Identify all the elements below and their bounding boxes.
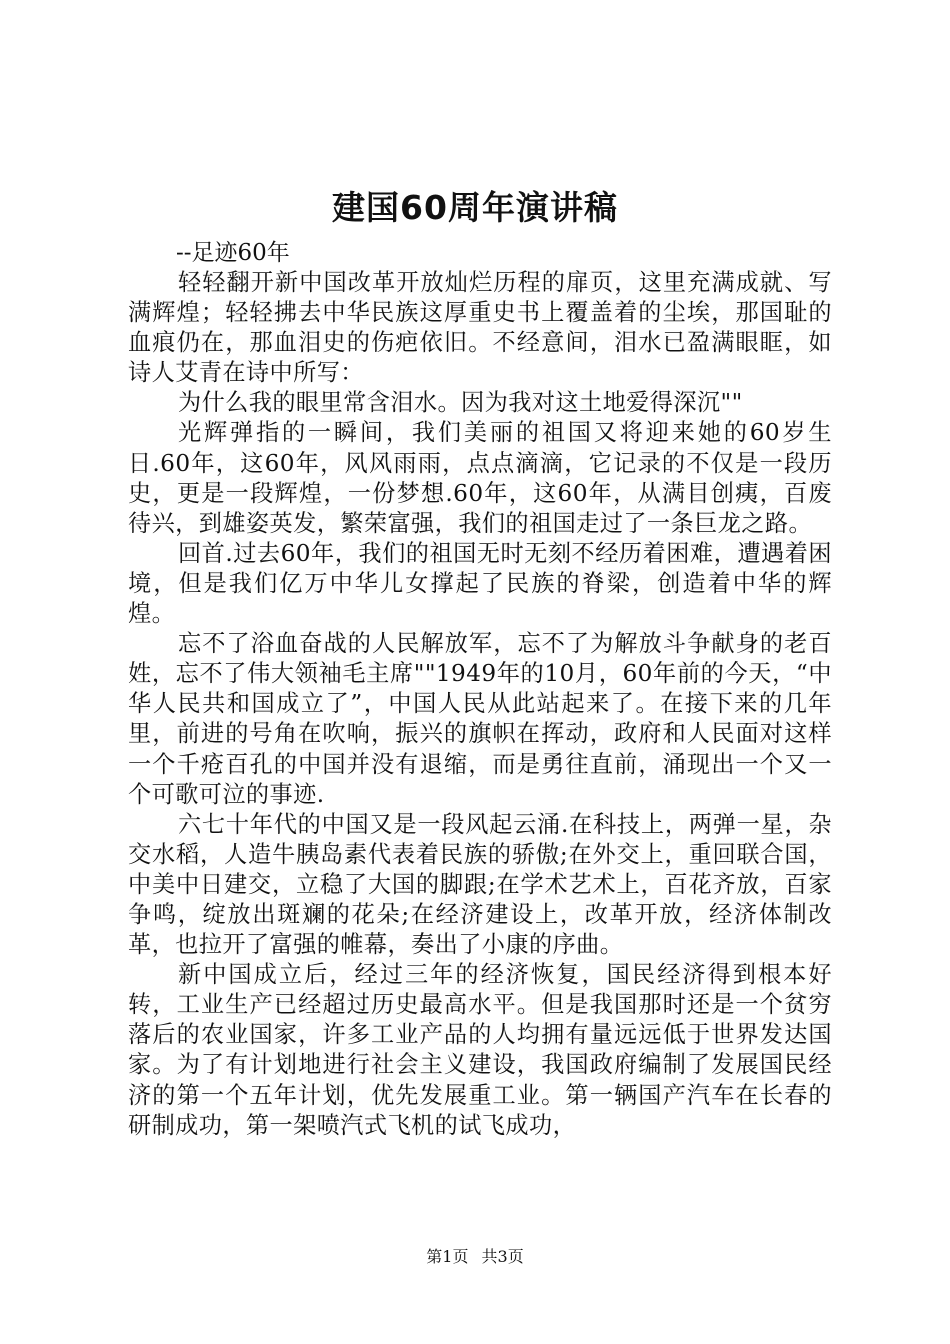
page-total: 共3页	[481, 1247, 524, 1266]
paragraph: 为什么我的眼里常含泪水。因为我对这土地爱得深沉""	[178, 389, 743, 417]
paragraph: 轻轻翻开新中国改革开放灿烂历程的扉页，这里充满成就、写满辉煌；轻轻拂去中华民族这厚重史书上覆盖着的尘埃，那国耻的血痕仍在，那血泪史的伤疤依旧。不经意间，泪水已盈满眼眶，如诗人艾青在诗中所写：	[128, 269, 832, 387]
document-title: 建国60周年演讲稿	[332, 188, 618, 227]
paragraph: 新中国成立后，经过三年的经济恢复，国民经济得到根本好转，工业生产已经超过历史最高水平。但是我国那时还是一个贫穷落后的农业国家，许多工业产品的人均拥有量远远低于世界发达国家。为了有计划地进行社会主义建设，我国政府编制了发展国民经济的第一个五年计划，优先发展重工业。第一辆国产汽车在长春的研制成功，第一架喷汽式飞机的试飞成功，	[128, 961, 832, 1139]
paragraph: 回首.过去60年，我们的祖国无时无刻不经历着困难，遭遇着困境，但是我们亿万中华儿女撑起了民族的脊梁，创造着中华的辉煌。	[128, 539, 832, 628]
paragraph: 光辉弹指的一瞬间，我们美丽的祖国又将迎来她的60岁生日.60年，这60年，风风雨雨，点点滴滴，它记录的不仅是一段历史，更是一段辉煌，一份梦想.60年，这60年，从满目创痍，百废待兴，到雄姿英发，繁荣富强，我们的祖国走过了一条巨龙之路。	[128, 419, 832, 537]
paragraph: 忘不了浴血奋战的人民解放军，忘不了为解放斗争献身的老百姓，忘不了伟大领袖毛主席""1949年的10月，60年前的今天，“中华人民共和国成立了”，中国人民从此站起来了。在接下来的几年里，前进的号角在吹响，振兴的旗帜在挥动，政府和人民面对这样一个千疮百孔的中国并没有退缩，而是勇往直前，涌现出一个又一个可歌可泣的事迹.	[128, 630, 832, 808]
document-subtitle: --足迹60年	[176, 240, 290, 266]
page-footer	[0, 1244, 950, 1267]
paragraph: 六七十年代的中国又是一段风起云涌.在科技上，两弹一星，杂交水稻，人造牛胰岛素代表着民族的骄傲;在外交上，重回联合国，中美中日建交，立稳了大国的脚跟;在学术艺术上，百花齐放，百家争鸣，绽放出斑斓的花朵;在经济建设上，改革开放，经济体制改革，也拉开了富强的帷幕，奏出了小康的序曲。	[128, 810, 832, 959]
document-body	[128, 238, 832, 1141]
page-number: 第1页	[426, 1247, 469, 1266]
